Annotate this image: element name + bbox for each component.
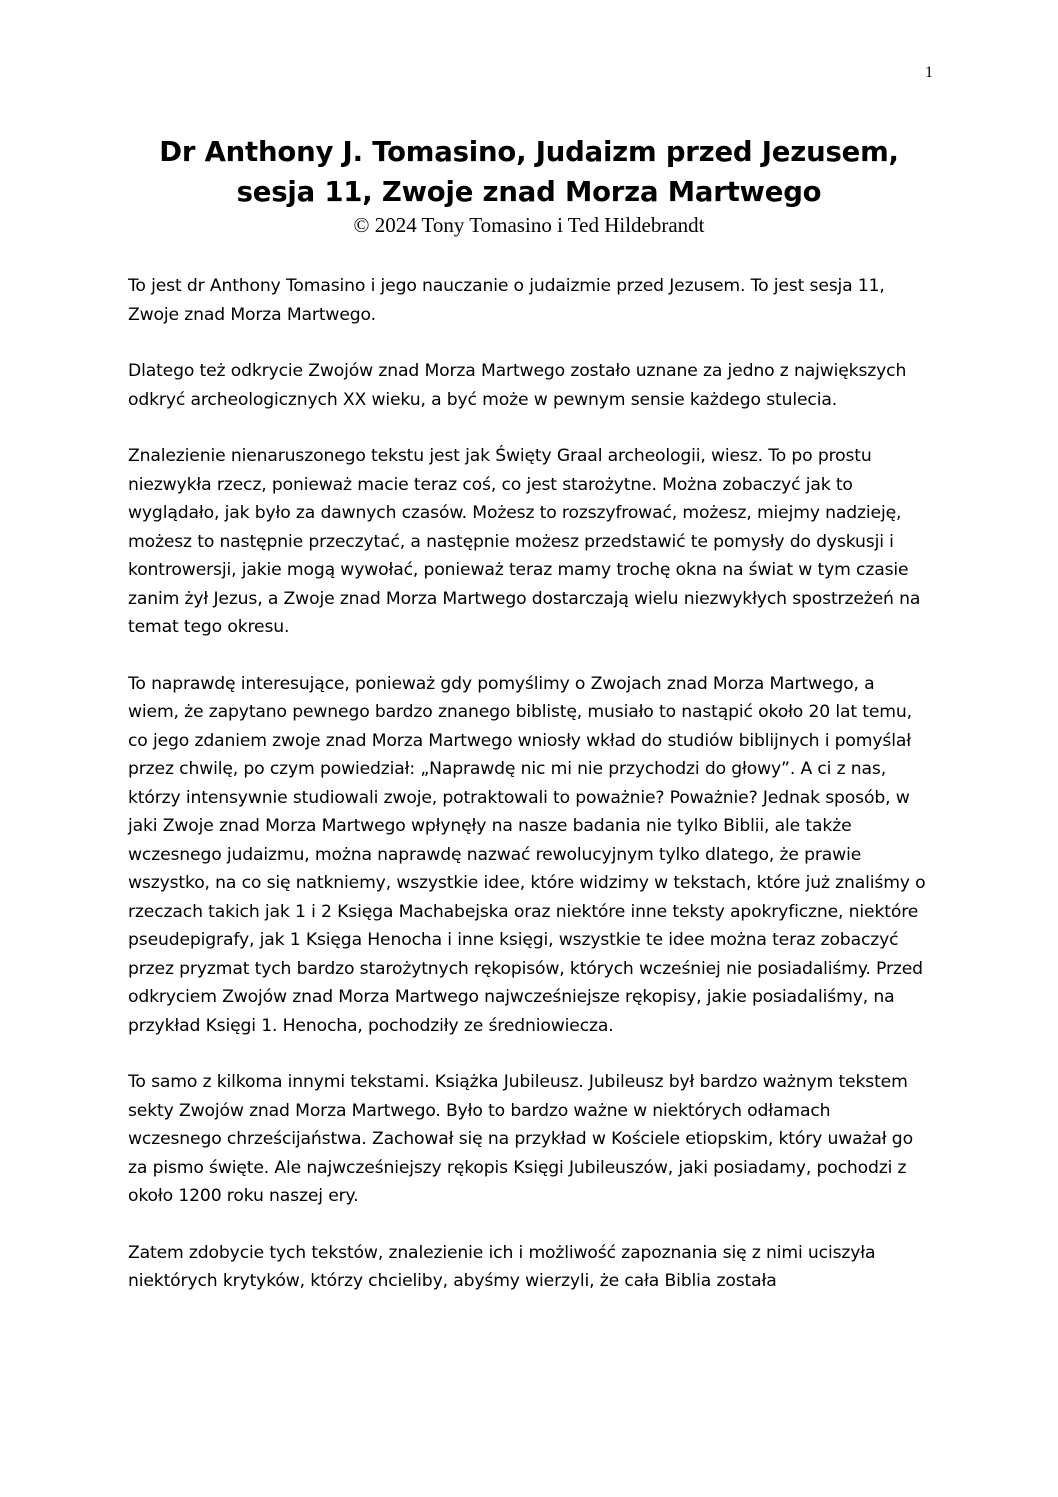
title-line-2: sesja 11, Zwoje znad Morza Martwego: [236, 176, 822, 208]
copyright-line: © 2024 Tony Tomasino i Ted Hildebrandt: [353, 213, 705, 237]
page-number: 1: [925, 64, 933, 81]
paragraph: To naprawdę interesujące, ponieważ gdy pomyślimy o Zwojach znad Morza Martwego, a wiem, że zapytano pewnego bardzo znanego biblistę, musiało to nastąpić około 20 lat temu, co jego zdaniem zwoje znad Morza Martwego wniosły wkład do studiów biblijnych i pomyślał przez chwilę, po czym powiedział: „Naprawdę nic mi nie przychodzi do głowy”. A ci z nas, którzy intensywnie studiowali zwoje, potraktowali to poważnie? Poważnie? Jednak sposób, w jaki Zwoje znad Morza Martwego wpłynęły na nasze badania nie tylko Biblii, ale także wczesnego judaizmu, można naprawdę nazwać rewolucyjnym tylko dlatego, że prawie wszystko, na co się natkniemy, wszystkie idee, które widzimy w tekstach, które już znaliśmy o rzeczach takich jak 1 i 2 Księga Machabejska oraz niektóre inne teksty apokryficzne, niektóre pseudepigrafy, jak 1 Księga Henocha i inne księgi, wszystkie te idee można teraz zobaczyć przez pryzmat tych bardzo starożytnych rękopisów, których wcześniej nie posiadaliśmy. Przed odkryciem Zwojów znad Morza Martwego najwcześniejsze rękopisy, jakie posiadaliśmy, na przykład Księgi 1. Henocha, pochodziły ze średniowiecza.: [128, 673, 926, 1036]
title-line-1: Dr Anthony J. Tomasino, Judaizm przed Jezusem,: [159, 136, 899, 168]
paragraph: Zatem zdobycie tych tekstów, znalezienie ich i możliwość zapoznania się z nimi uciszyła niektórych krytyków, którzy chcieliby, abyśmy wierzyli, że cała Biblia została: [128, 1242, 876, 1291]
title-block: [100, 132, 958, 238]
document-body: [128, 272, 928, 1324]
paragraph: To samo z kilkoma innymi tekstami. Książka Jubileusz. Jubileusz był bardzo ważnym tekstem sekty Zwojów znad Morza Martwego. Było to bardzo ważne w niektórych odłamach wczesnego chrześcijaństwa. Zachował się na przykład w Kościele etiopskim, który uważał go za pismo święte. Ale najwcześniejszy rękopis Księgi Jubileuszów, jaki posiadamy, pochodzi z około 1200 roku naszej ery.: [128, 1072, 913, 1206]
paragraph: Dlatego też odkrycie Zwojów znad Morza Martwego zostało uznane za jedno z największych odkryć archeologicznych XX wieku, a być może w pewnym sensie każdego stulecia.: [128, 361, 907, 410]
paragraph: To jest dr Anthony Tomasino i jego nauczanie o judaizmie przed Jezusem. To jest sesja 11, Zwoje znad Morza Martwego.: [128, 276, 885, 325]
paragraph: Znalezienie nienaruszonego tekstu jest jak Święty Graal archeologii, wiesz. To po prostu niezwykła rzecz, ponieważ macie teraz coś, co jest starożytne. Można zobaczyć jak to wyglądało, jak było za dawnych czasów. Możesz to rozszyfrować, możesz, miejmy nadzieję, możesz to następnie przeczytać, a następnie możesz przedstawić te pomysły do dyskusji i kontrowersji, jakie mogą wywołać, ponieważ teraz mamy trochę okna na świat w tym czasie zanim żył Jezus, a Zwoje znad Morza Martwego dostarczają wielu niezwykłych spostrzeżeń na temat tego okresu.: [128, 446, 921, 637]
